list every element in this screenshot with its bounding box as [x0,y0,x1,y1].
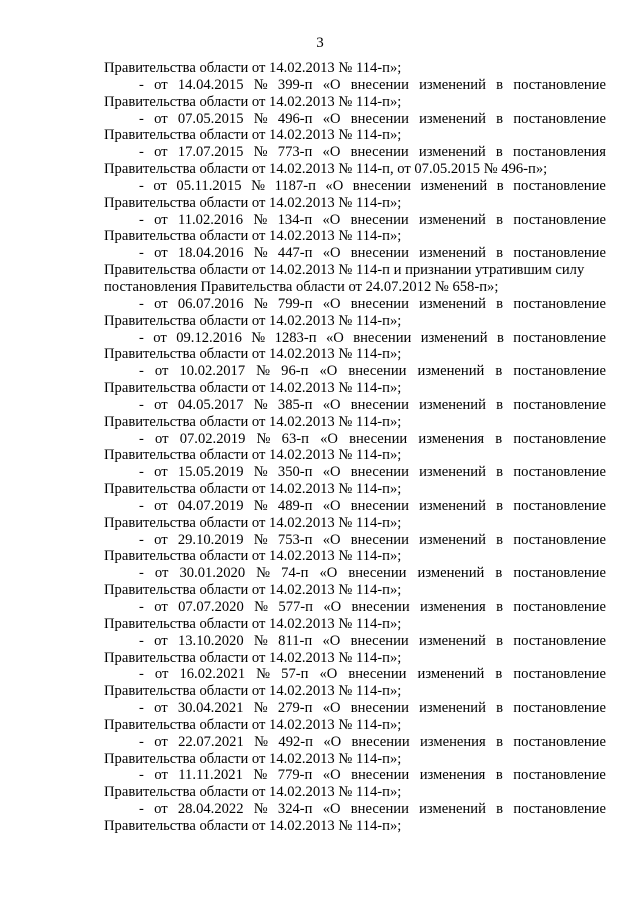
entry-first-line [104,296,606,313]
entry-word: постановление [513,363,606,380]
entry-word: - [139,801,144,818]
entry-first-line [104,245,606,262]
entry-word: - [139,700,144,717]
amendment-entry [104,666,606,700]
entry-word: в [496,177,504,194]
entry-word: от [154,396,168,413]
entry-word: «О [323,733,342,750]
entry-word: - [139,565,144,582]
entry-word: 09.12.2016 [176,329,242,346]
entry-word: внесении [350,76,409,93]
entry-first-line [104,666,606,683]
entry-word: № [253,767,268,784]
entry-continuation-line: Правительства области от 14.02.2013 № 114-п»; [104,514,402,531]
entry-word: № [253,295,268,312]
entry-word: - [139,767,144,784]
entry-first-line [104,801,606,818]
entry-word: «О [322,76,341,93]
entry-word: изменения [419,767,486,784]
entry-continuation-line: Правительства области от 14.02.2013 № 114-п»; [104,548,402,565]
entry-continuation-line: Правительства области от 14.02.2013 № 114-п»; [104,481,402,498]
entry-word: внесении [350,396,409,413]
entry-word: 96-п [281,363,309,380]
entry-word: в [496,599,503,615]
entry-word: № [256,363,271,380]
entry-first-line [104,734,606,751]
entry-word: - [139,329,144,346]
entry-word: «О [322,396,341,413]
amendment-entry [104,245,606,296]
entry-word: 07.05.2015 [177,110,244,127]
entry-word: 496-п [277,110,313,127]
entry-continuation-line: Правительства области от 14.02.2013 № 114-п»; [104,127,402,144]
entry-word: постановление [513,177,606,194]
entry-word: 773-п [277,144,313,161]
entry-word: 134-п [277,211,313,228]
entry-word: внесении [350,632,409,649]
entry-continuation-line: Правительства области от 14.02.2013 № 114-п»; [104,817,402,834]
entry-first-line [104,700,606,717]
entry-word: постановление [513,531,606,548]
entry-continuation-line: Правительства области от 14.02.2013 № 114-п»; [104,413,402,430]
entry-word: от [154,211,168,228]
entry-continuation-line: Правительства области от 14.02.2013 № 114-п»; [104,615,402,632]
entry-word: 30.01.2020 [179,565,246,582]
entry-word: 06.07.2016 [177,295,244,312]
entry-word: № [256,565,271,582]
entry-first-line [104,111,606,128]
entry-word: изменения [420,599,486,615]
entry-word: постановление [513,295,606,312]
entry-continuation-line: Правительства области от 14.02.2013 № 114-п»; [104,380,402,397]
entry-word: 18.04.2016 [177,245,244,262]
entry-word: постановление [513,329,606,346]
entry-word: в [495,565,503,582]
entry-word: 17.07.2015 [177,144,244,161]
entry-word: № [253,497,268,514]
entry-continuation-line: Правительства области от 14.02.2013 № 114-п и признании утратившим силу [104,262,585,279]
entry-word: от [154,295,168,312]
entry-word: № [256,666,271,683]
entry-word: № [254,733,269,750]
entry-continuation-line: Правительства области от 14.02.2013 № 114-п»; [104,228,402,245]
amendment-entry [104,599,606,633]
entry-word: - [139,144,144,161]
entry-word: «О [325,329,344,346]
amendment-entry [104,565,606,599]
entry-word: 11.11.2021 [178,767,243,784]
entry-word: изменений [419,632,486,649]
entry-word: от [154,110,168,127]
amendment-entry [104,77,606,111]
entry-word: внесении [349,430,408,447]
entry-word: постановление [513,430,606,447]
entry-word: 385-п [277,396,313,413]
entry-word: в [495,767,503,784]
entry-word: 279-п [277,700,313,717]
amendment-entry [104,397,606,431]
entry-word: постановление [513,599,606,615]
entry-first-line [104,363,606,380]
entry-word: 04.07.2019 [177,497,244,514]
entry-continuation-line: Правительства области от 14.02.2013 № 114-п»; [104,582,402,599]
entry-word: - [139,211,144,228]
entry-word: 16.02.2021 [179,666,246,683]
entry-word: № [253,700,268,717]
entry-word: постановление [513,76,606,93]
entry-word: постановление [513,110,606,127]
entry-word: внесении [350,464,409,481]
entry-word: № [253,245,268,262]
entry-first-line [104,532,606,549]
entry-word: в [496,632,504,649]
entry-word: - [139,295,144,312]
entry-word: - [139,363,144,380]
amendment-entry [104,111,606,145]
entry-word: 779-п [277,767,313,784]
entry-word: изменений [419,211,486,228]
entry-word: «О [322,531,341,548]
entry-word: изменений [419,245,486,262]
amendment-entry [104,464,606,498]
entry-word: внесении [350,531,409,548]
entry-continuation-line: Правительства области от 14.02.2013 № 114-п»; [104,447,402,464]
entry-word: изменений [420,177,488,194]
entry-word: постановление [513,801,606,818]
entry-word: от [154,599,168,615]
entry-word: 10.02.2017 [179,363,246,380]
amendment-entry [104,498,606,532]
entry-word: постановление [513,211,606,228]
entry-word: внесении [350,700,409,717]
amendment-entry [104,532,606,566]
entry-word: изменений [420,329,488,346]
entry-word: № [253,211,268,228]
entry-word: от [154,531,168,548]
entry-word: от [154,565,169,582]
entry-word: от [153,177,167,194]
entry-word: 30.04.2021 [177,700,244,717]
entry-word: в [495,666,503,683]
entry-word: 07.07.2020 [178,599,244,615]
entry-word: в [496,497,504,514]
entry-word: 577-п [278,599,313,615]
entry-word: 05.11.2015 [176,177,242,194]
entry-word: 04.05.2017 [177,396,244,413]
entry-word: «О [322,245,341,262]
entry-word: внесении [352,177,411,194]
entry-word: от [154,76,168,93]
entry-first-line [104,599,606,616]
entry-word: внесении [350,245,409,262]
page-number: 3 [316,35,324,51]
entry-continuation-line: Правительства области от 14.02.2013 № 114-п»; [104,649,402,666]
entry-word: постановление [513,666,606,683]
entry-word: внесении [350,497,409,514]
entry-word: - [139,430,144,447]
entry-word: от [154,497,168,514]
entry-word: - [139,666,144,683]
entry-word: изменений [419,396,486,413]
entry-first-line [104,565,606,582]
entry-word: внесении [350,110,409,127]
entry-word: изменений [419,801,486,818]
entry-word: изменения [420,733,486,750]
entry-word: изменений [417,666,485,683]
entry-first-line [104,464,606,481]
entry-word: «О [319,666,338,683]
entry-continuation-line: Правительства области от 14.02.2013 № 114-п»; [104,194,402,211]
entry-word: - [139,733,144,750]
entry-word: 799-п [277,295,313,312]
entry-word: № [253,531,268,548]
entry-word: 57-п [281,666,309,683]
entry-word: в [496,531,504,548]
entry-word: постановление [513,497,606,514]
entry-word: 399-п [277,76,313,93]
entry-word: 11.02.2016 [177,211,244,228]
entry-word: изменений [419,464,486,481]
entry-word: от [153,329,167,346]
entry-word: «О [319,363,338,380]
entry-word: «О [322,497,341,514]
entry-word: в [496,801,504,818]
entry-continuation-line: Правительства области от 14.02.2013 № 114-п»; [104,312,402,329]
entry-word: 811-п [278,632,313,649]
entry-word: в [496,76,504,93]
entry-word: 29.10.2019 [177,531,244,548]
entry-word: постановления [513,144,606,161]
entry-word: в [496,464,504,481]
entry-word: внесении [353,329,412,346]
entry-first-line [104,431,606,448]
entry-first-line [104,178,606,195]
entry-word: изменений [419,295,486,312]
entry-word: № [251,177,266,194]
entry-first-line [104,212,606,229]
entry-word: внесении [348,565,407,582]
entry-word: 07.02.2019 [179,430,246,447]
entry-word: от [154,733,168,750]
entry-word: - [139,76,144,93]
entry-word: от [155,430,169,447]
entry-word: постановление [513,245,606,262]
entry-word: от [154,632,168,649]
entry-word: 63-п [281,430,309,447]
entry-word: в [496,396,504,413]
entry-word: изменений [419,497,486,514]
entry-word: изменений [419,76,486,93]
entry-word: «О [322,295,341,312]
entry-word: «О [320,430,338,447]
entry-word: - [139,177,144,194]
entry-word: от [154,144,168,161]
entry-word: внесении [350,295,409,312]
entry-word: № [253,110,268,127]
amendment-entry [104,633,606,667]
entry-word: от [154,801,168,818]
entry-word: 28.04.2022 [177,801,244,818]
entry-word: в [495,363,503,380]
entry-word: № [256,430,271,447]
entry-word: № [253,632,268,649]
amendment-entry [104,767,606,801]
entry-word: № [253,464,268,481]
entry-continuation-line: постановления Правительства области от 24.07.2012 № 658-п»; [104,278,499,295]
entry-first-line [104,77,606,94]
entry-word: 1187-п [274,177,316,194]
entry-word: № [253,396,268,413]
entry-continuation-line: Правительства области от 14.02.2013 № 114-п»; [104,93,402,110]
entry-first-line [104,633,606,650]
entry-word: 14.04.2015 [177,76,244,93]
entry-continuation-line: Правительства области от 14.02.2013 № 114-п»; [104,716,402,733]
entry-word: «О [323,599,342,615]
entry-word: постановление [513,396,606,413]
lead-line: Правительства области от 14.02.2013 № 114-п»; [104,60,402,76]
entry-word: изменений [417,565,485,582]
entry-word: «О [322,464,341,481]
amendment-entry [104,431,606,465]
entry-word: «О [322,110,341,127]
entry-word: «О [322,632,341,649]
entry-word: - [139,531,144,548]
entry-word: изменения [418,430,485,447]
entry-word: в [496,329,504,346]
entry-word: изменений [419,531,486,548]
entry-word: № [253,801,268,818]
amendment-entry [104,330,606,364]
entry-continuation-line: Правительства области от 14.02.2013 № 114-п»; [104,750,402,767]
entry-word: 350-п [277,464,313,481]
entry-word: от [154,363,169,380]
entry-continuation-line: Правительства области от 14.02.2013 № 114-п»; [104,346,402,363]
entry-word: в [496,211,504,228]
entry-word: 15.05.2019 [177,464,244,481]
amendment-list [104,60,606,835]
entry-word: постановление [513,733,606,750]
entry-word: внесении [348,666,407,683]
entry-continuation-line: Правительства области от 14.02.2013 № 114-п»; [104,784,402,801]
entry-word: внесении [348,363,407,380]
entry-word: «О [319,565,338,582]
entry-word: от [154,464,168,481]
entry-word: в [496,245,504,262]
entry-first-line [104,767,606,784]
entry-first-line [104,397,606,414]
entry-word: 492-п [278,733,313,750]
entry-word: «О [325,177,344,194]
entry-word: постановление [513,464,606,481]
entry-word: от [154,245,168,262]
entry-word: «О [322,211,341,228]
entry-word: - [139,110,144,127]
entry-first-line [104,498,606,515]
entry-word: - [139,245,144,262]
entry-word: в [495,144,503,161]
entry-word: 753-п [277,531,313,548]
entry-word: № [251,329,266,346]
entry-word: № [253,76,268,93]
entry-word: № [254,599,269,615]
entry-word: изменений [418,144,486,161]
entry-word: - [139,497,144,514]
entry-word: - [139,599,144,615]
entry-word: внесении [350,801,409,818]
entry-word: от [154,700,168,717]
entry-word: - [139,632,144,649]
entry-word: от [154,666,169,683]
entry-word: 1283-п [274,329,317,346]
entry-word: «О [322,767,341,784]
entry-first-line [104,330,606,347]
entry-word: в [496,733,503,750]
amendment-entry [104,144,606,178]
entry-word: постановление [513,632,606,649]
entry-word: постановление [513,565,606,582]
amendment-entry [104,700,606,734]
entry-word: - [139,396,144,413]
entry-word: изменений [419,700,486,717]
entry-continuation-line: Правительства области от 14.02.2013 № 114-п»; [104,683,402,700]
entry-word: 22.07.2021 [178,733,244,750]
entry-word: в [496,700,504,717]
entry-word: 489-п [277,497,313,514]
entry-word: 13.10.2020 [177,632,244,649]
entry-continuation-line: Правительства области от 14.02.2013 № 114-п, от 07.05.2015 № 496-п»; [104,161,548,178]
entry-word: № [253,144,268,161]
amendment-entry [104,178,606,212]
amendment-entry [104,212,606,246]
entry-word: внесении [350,211,409,228]
entry-word: постановление [513,700,606,717]
amendment-entry [104,296,606,330]
entry-word: постановление [513,767,606,784]
entry-word: в [495,430,503,447]
entry-word: внесении [351,599,410,615]
entry-word: внесении [350,144,409,161]
entry-word: 447-п [277,245,313,262]
entry-word: внесении [351,733,410,750]
entry-word: «О [322,144,341,161]
entry-word: «О [322,700,341,717]
entry-word: - [139,464,144,481]
entry-word: «О [322,801,341,818]
entry-word: 74-п [281,565,309,582]
entry-word: изменений [417,363,485,380]
entry-word: изменений [419,110,486,127]
entry-word: в [496,110,504,127]
amendment-entry [104,363,606,397]
entry-word: внесении [351,767,410,784]
entry-word: в [496,295,504,312]
entry-word: от [154,767,168,784]
amendment-entry [104,734,606,768]
entry-word: 324-п [277,801,313,818]
entry-first-line [104,144,606,161]
amendment-entry [104,801,606,835]
